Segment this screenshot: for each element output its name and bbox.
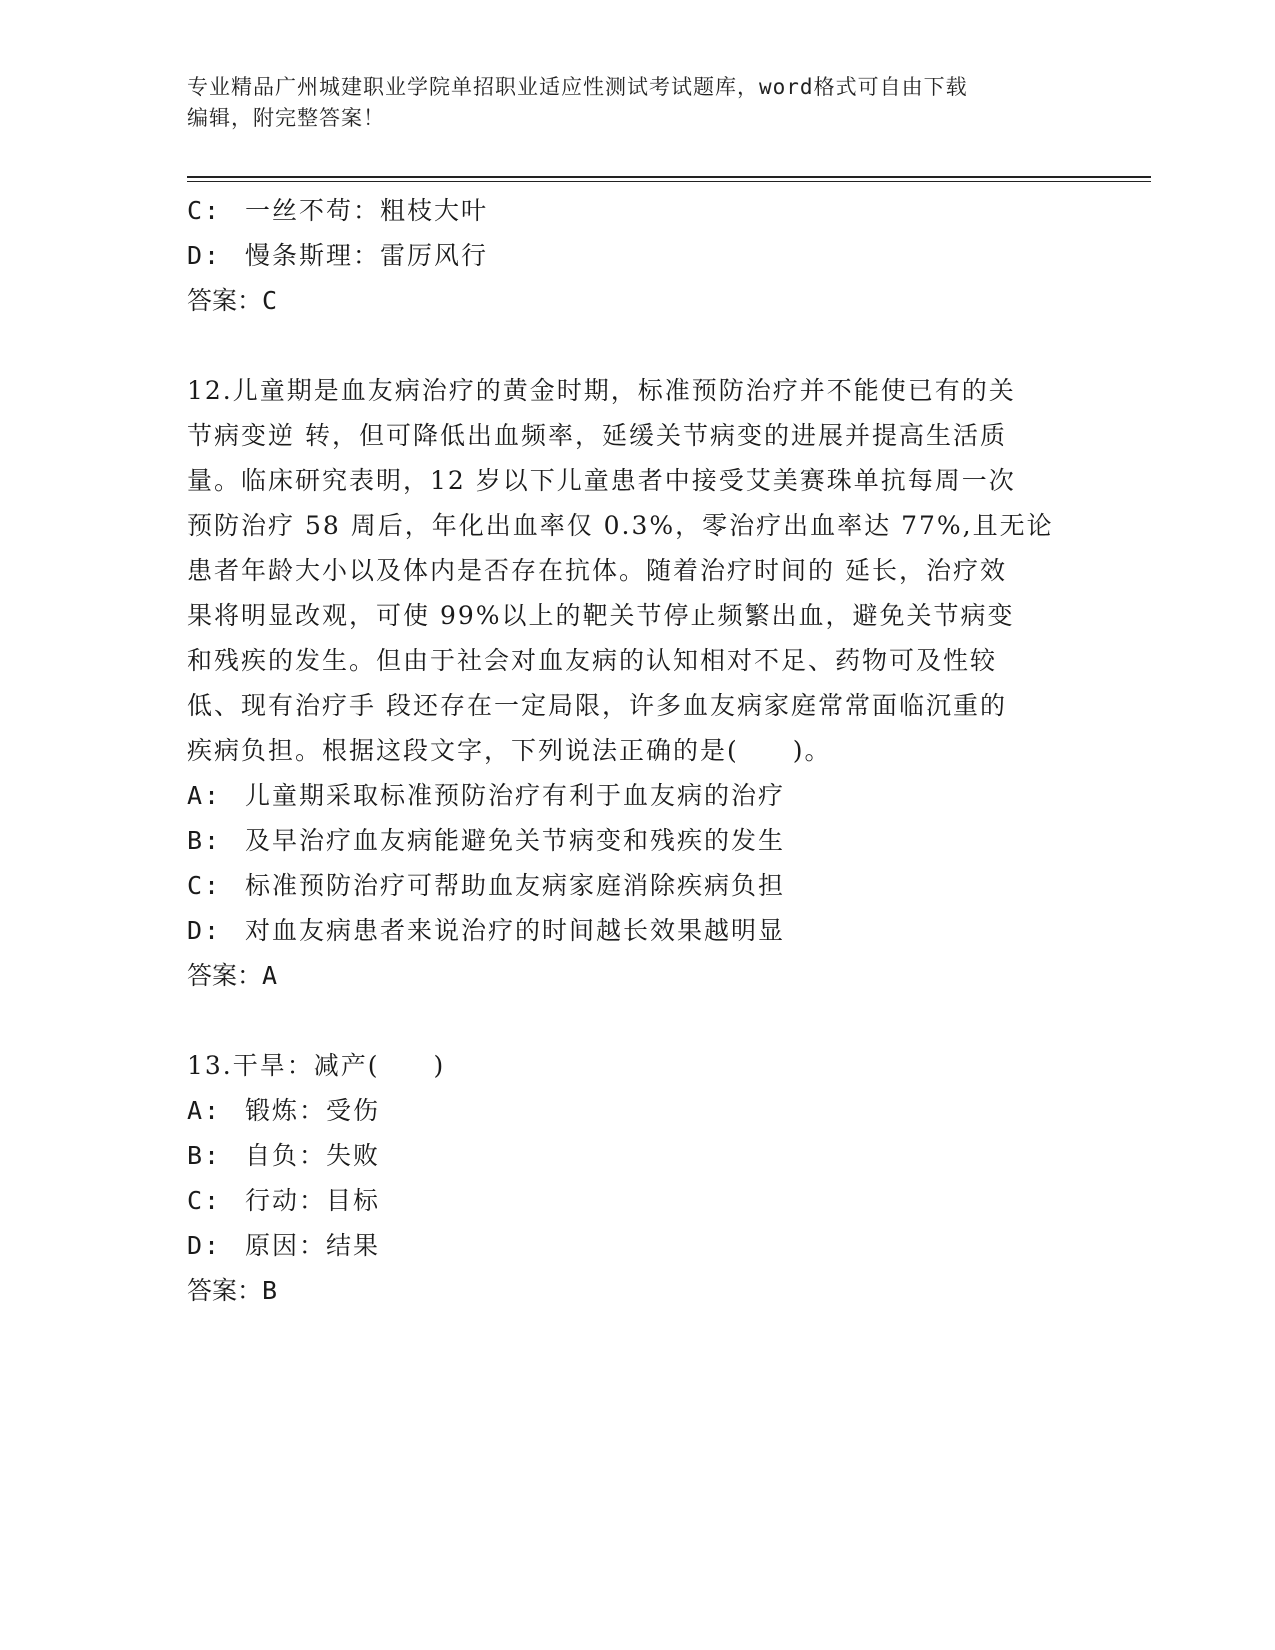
question-12 <box>187 368 1087 998</box>
option-text: 及早治疗血友病能避免关节病变和残疾的发生 <box>245 826 786 855</box>
option-text: 自负：失败 <box>245 1141 381 1170</box>
answer-line <box>187 278 1087 323</box>
stem-line: 疾病负担。根据这段文字，下列说法正确的是( )。 <box>187 736 832 765</box>
option-d <box>187 908 1087 953</box>
option-key: C: <box>187 871 222 900</box>
option-text: 原因：结果 <box>245 1231 381 1260</box>
answer-value: A <box>262 961 278 990</box>
option-text: 对血友病患者来说治疗的时间越长效果越明显 <box>245 916 786 945</box>
option-d <box>187 1223 1087 1268</box>
spacer <box>187 998 1087 1043</box>
question-11-tail <box>187 188 1087 323</box>
option-b <box>187 1133 1087 1178</box>
stem-line: 患者年龄大小以及体内是否存在抗体。随着治疗时间的 延长，治疗效 <box>187 556 1007 585</box>
stem-line: 和残疾的发生。但由于社会对血友病的认知相对不足、药物可及性较 <box>187 646 998 675</box>
stem-line: 预防治疗 58 周后，年化出血率仅 0.3%，零治疗出血率达 77%,且无论 <box>187 511 1054 540</box>
option-key: A: <box>187 1096 222 1125</box>
question-13 <box>187 1043 1087 1313</box>
option-text: 慢条斯理：雷厉风行 <box>245 241 489 270</box>
answer-line <box>187 953 1087 998</box>
option-text: 一丝不苟：粗枝大叶 <box>245 196 489 225</box>
spacer <box>187 323 1087 368</box>
option-key: D: <box>187 1231 222 1260</box>
option-b <box>187 818 1087 863</box>
stem-line: 12.儿童期是血友病治疗的黄金时期，标准预防治疗并不能使已有的关 <box>187 376 1016 405</box>
option-text: 标准预防治疗可帮助血友病家庭消除疾病负担 <box>245 871 786 900</box>
answer-value: C <box>262 286 278 315</box>
answer-label: 答案： <box>187 1276 263 1305</box>
document-body <box>187 188 1087 1313</box>
stem-line: 果将明显改观，可使 99%以上的靶关节停止频繁出血，避免关节病变 <box>187 601 1015 630</box>
option-key: C: <box>187 196 222 225</box>
header-line-1: 专业精品广州城建职业学院单招职业适应性测试考试题库，word格式可自由下载 <box>187 75 968 99</box>
header-line-2: 编辑，附完整答案！ <box>187 106 385 130</box>
question-stem <box>187 368 1067 773</box>
option-key: C: <box>187 1186 222 1215</box>
option-text: 锻炼：受伤 <box>245 1096 381 1125</box>
stem-line: 量。临床研究表明，12 岁以下儿童患者中接受艾美赛珠单抗每周一次 <box>187 466 1016 495</box>
question-stem: 13.干旱：减产( ) <box>187 1051 446 1080</box>
option-key: A: <box>187 781 222 810</box>
answer-line <box>187 1268 1087 1313</box>
option-a <box>187 1088 1087 1133</box>
option-d <box>187 233 1087 278</box>
option-text: 行动：目标 <box>245 1186 381 1215</box>
option-c <box>187 188 1087 233</box>
option-key: B: <box>187 826 222 855</box>
header-rule-thin <box>187 181 1151 182</box>
stem-line: 节病变逆 转，但可降低出血频率，延缓关节病变的进展并提高生活质 <box>187 421 1007 450</box>
answer-value: B <box>262 1276 278 1305</box>
option-key: D: <box>187 241 222 270</box>
option-key: B: <box>187 1141 222 1170</box>
stem-line: 低、现有治疗手 段还存在一定局限，许多血友病家庭常常面临沉重的 <box>187 691 1007 720</box>
header-rule <box>187 176 1151 178</box>
answer-label: 答案： <box>187 961 263 990</box>
option-c <box>187 863 1087 908</box>
page-header <box>187 72 1067 134</box>
option-text: 儿童期采取标准预防治疗有利于血友病的治疗 <box>245 781 786 810</box>
option-key: D: <box>187 916 222 945</box>
option-a <box>187 773 1087 818</box>
answer-label: 答案： <box>187 286 263 315</box>
option-c <box>187 1178 1087 1223</box>
